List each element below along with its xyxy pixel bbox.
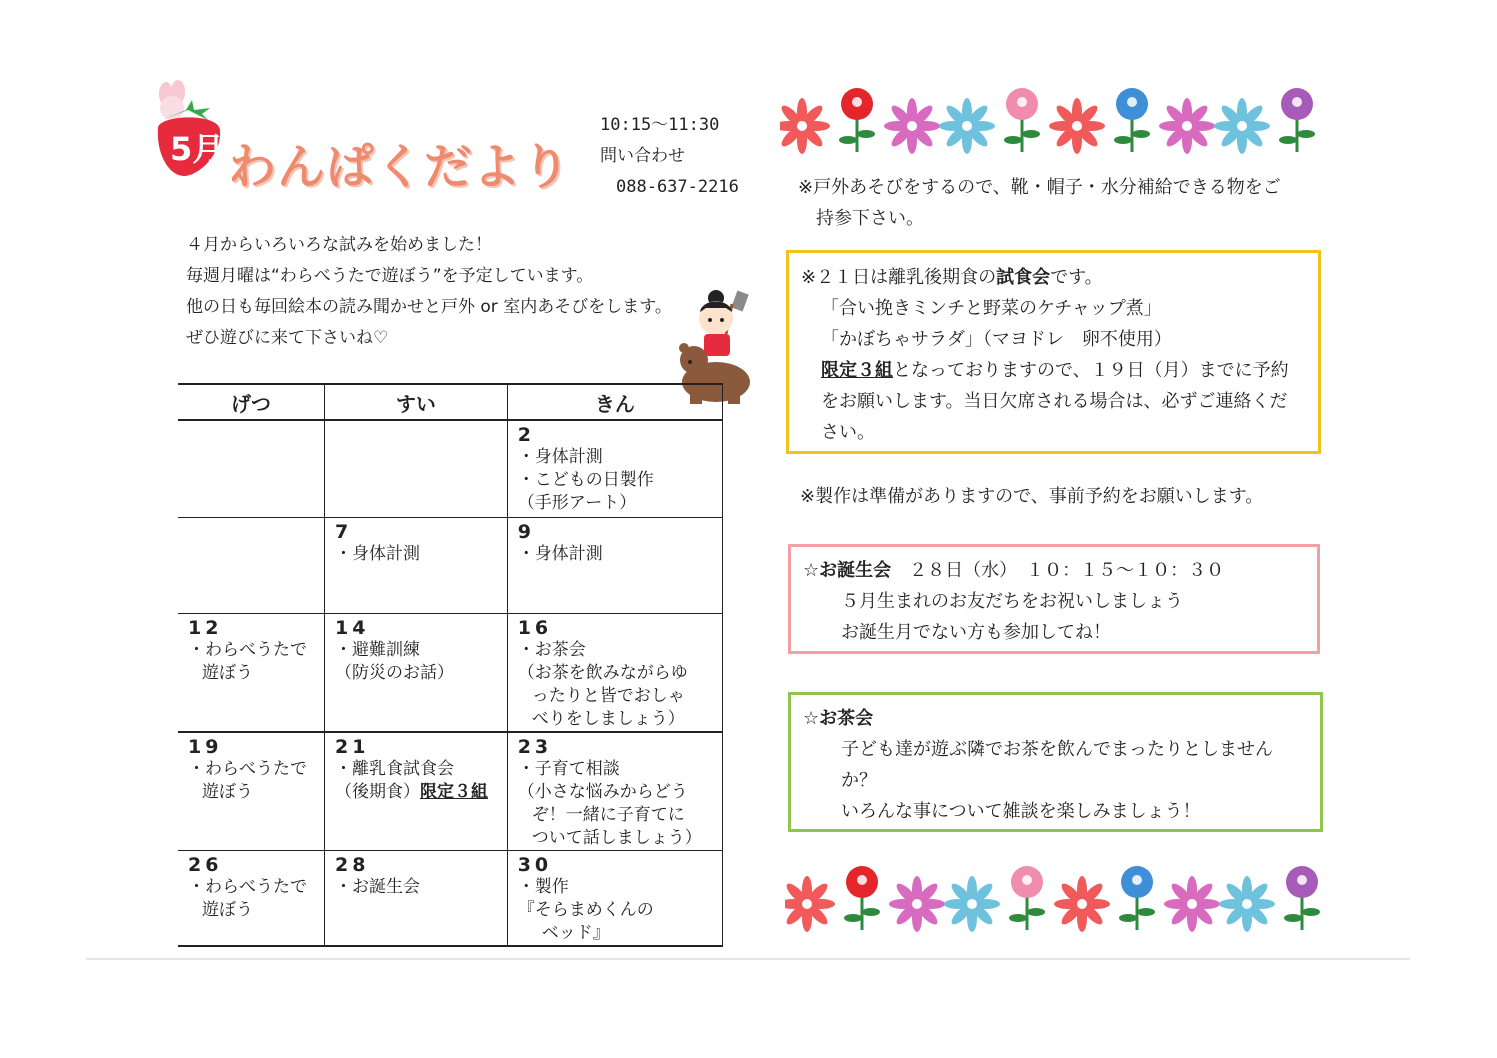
notice-line <box>803 560 1224 581</box>
notice-line: いろんな事について雑談を楽しみましょう！ <box>841 801 1201 822</box>
event-text: ・製作 <box>517 876 569 897</box>
event-text: ついて話しましょう） <box>531 827 702 848</box>
tulip-icon <box>1279 88 1315 152</box>
session-time: 10:15～11:30 <box>600 115 720 135</box>
event-text: ・わらべうたで <box>188 876 307 897</box>
day-number: 19 <box>188 735 223 758</box>
notice-line <box>801 355 1308 386</box>
event-text: べりをしましょう） <box>531 708 685 729</box>
notice-line: をお願いします。当日欠席される場合は、必ずご連絡くだ <box>821 391 1288 412</box>
calendar-cell <box>178 732 324 851</box>
event-text: ・お茶会 <box>517 639 586 660</box>
calendar-cell <box>507 613 722 732</box>
tulip-icon <box>844 866 880 930</box>
calendar-row <box>178 517 723 613</box>
header-monday: げつ <box>178 384 324 420</box>
event-text: 『そらまめくんの <box>517 899 654 920</box>
day-number: 28 <box>334 853 370 876</box>
phone-number: 088-637-2216 <box>616 177 739 197</box>
tulip-icon <box>1119 866 1155 930</box>
flower-icon <box>1049 98 1105 154</box>
event-text: ・身体計測 <box>517 447 603 467</box>
calendar-cell <box>178 420 324 517</box>
flower-border-top <box>780 82 1320 154</box>
header-friday: きん <box>507 384 722 420</box>
event-text: （防災のお話） <box>334 662 454 683</box>
flower-icon <box>1214 98 1270 154</box>
intro-line: 他の日も毎回絵本の読み聞かせと戸外 or 室内あそびをします。 <box>186 297 672 317</box>
notice-line: ５月生まれのお友だちをお祝いしましょう <box>841 591 1183 612</box>
intro-line: ４月からいろいろな試みを始めました！ <box>186 235 492 255</box>
tulip-icon <box>1284 866 1320 930</box>
event-text <box>335 781 497 804</box>
event-text: （お茶を飲みながらゆ <box>517 662 688 683</box>
notice-line: か？ <box>841 770 877 791</box>
page-divider <box>86 958 1410 960</box>
calendar-table <box>178 383 723 947</box>
flower-border-bottom <box>785 860 1325 932</box>
header-wednesday: すい <box>324 384 507 420</box>
tea-notice <box>788 692 1323 832</box>
calendar-cell <box>507 517 722 613</box>
day-number: 9 <box>517 520 535 543</box>
calendar-cell <box>507 732 722 851</box>
day-number: 30 <box>517 853 553 876</box>
calendar-cell <box>324 613 507 732</box>
birthday-time: ２８日（水） １０：１５～１０：３０ <box>909 560 1225 581</box>
notice-text: です。 <box>1050 267 1103 288</box>
tulip-icon <box>1009 866 1045 930</box>
calendar-cell <box>507 850 722 946</box>
birthday-notice <box>788 544 1320 654</box>
event-text: ったりと皆でおしゃ <box>531 685 685 706</box>
month-label: 5月 <box>170 130 225 168</box>
day-number: 21 <box>334 735 370 758</box>
event-text: ・子育て相談 <box>517 758 620 779</box>
tulip-icon <box>839 88 875 152</box>
event-text: 遊ぼう <box>202 781 253 802</box>
calendar-cell <box>178 517 324 613</box>
event-text: 遊ぼう <box>202 662 253 683</box>
day-number: 16 <box>517 616 553 639</box>
limit-label: 限定３組 <box>419 781 488 802</box>
calendar-cell <box>324 850 507 946</box>
intro-line: 毎週月曜は“わらべうたで遊ぼう”を予定しています。 <box>186 266 594 286</box>
calendar-cell <box>324 420 507 517</box>
event-text: ・身体計測 <box>517 543 603 564</box>
day-number: 12 <box>188 616 223 639</box>
contact-info <box>600 110 739 203</box>
event-text-part: （後期食） <box>334 781 420 802</box>
note-line: 持参下さい。 <box>816 208 924 229</box>
calendar-row <box>178 613 723 732</box>
day-number: 7 <box>334 520 353 543</box>
event-text: ・こどもの日製作 <box>517 470 654 490</box>
event-text: ・わらべうたで <box>188 758 307 779</box>
flower-icon <box>884 98 940 154</box>
event-text: 遊ぼう <box>202 899 253 920</box>
calendar-cell <box>178 850 324 946</box>
event-text: ベッド』 <box>541 922 610 943</box>
notice-text: となっておりますので、１９日（月）までに予約 <box>893 360 1289 381</box>
flower-icon <box>944 876 1000 932</box>
flower-icon <box>780 98 830 154</box>
strawberry-logo <box>148 80 228 180</box>
calendar-cell <box>324 517 507 613</box>
birthday-title: ☆お誕生会 <box>803 560 892 581</box>
notice-line: 子ども達が遊ぶ隣でお茶を飲んでまったりとしません <box>841 739 1273 760</box>
calendar-row <box>178 420 723 517</box>
event-text: （手形アート） <box>517 493 637 513</box>
flower-icon <box>785 876 835 932</box>
notice-line: お誕生月でない方も参加してね！ <box>841 622 1111 643</box>
newsletter-title: わんぱくだより <box>228 139 572 195</box>
craft-note: ※製作は準備がありますので、事前予約をお願いします。 <box>800 486 1264 507</box>
calendar-cell <box>178 613 324 732</box>
tulip-icon <box>1114 88 1150 152</box>
intro-line: ぜひ遊びに来て下さいね♡ <box>186 328 389 348</box>
day-number: 23 <box>517 735 553 758</box>
notice-text: ※２１日は離乳後期食の <box>801 267 997 288</box>
flower-icon <box>889 876 945 932</box>
notice-line: さい。 <box>821 422 875 443</box>
day-number: 14 <box>334 616 370 639</box>
event-text: ・身体計測 <box>334 543 420 564</box>
calendar-cell <box>507 420 722 517</box>
notice-line <box>801 267 1103 288</box>
flower-icon <box>1219 876 1275 932</box>
contact-label: 問い合わせ <box>600 146 685 166</box>
note-line: ※戸外あそびをするので、靴・帽子・水分補給できる物をご <box>798 177 1281 198</box>
outdoor-note <box>798 172 1318 234</box>
flower-icon <box>1159 98 1215 154</box>
calendar-row <box>178 732 723 851</box>
event-text: ・お誕生会 <box>334 876 420 897</box>
tea-title: ☆お茶会 <box>803 708 874 729</box>
menu-item: 「合い挽きミンチと野菜のケチャップ煮」 <box>821 298 1162 319</box>
calendar-cell <box>324 732 507 851</box>
menu-item: 「かぼちゃサラダ」（マヨドレ 卵不使用） <box>821 329 1172 350</box>
calendar-row <box>178 850 723 946</box>
day-number: 26 <box>188 853 223 876</box>
event-text: （小さな悩みからどう <box>517 781 688 802</box>
flower-icon <box>1054 876 1110 932</box>
event-text: ・離乳食試食会 <box>334 758 454 779</box>
event-text: ・わらべうたで <box>188 639 307 660</box>
intro-text <box>186 230 672 354</box>
limit-label: 限定３組 <box>821 360 893 381</box>
flower-icon <box>939 98 995 154</box>
tasting-keyword: 試食会 <box>996 267 1051 288</box>
event-text: ・避難訓練 <box>334 639 420 660</box>
day-number: 2 <box>517 424 535 446</box>
tulip-icon <box>1004 88 1040 152</box>
flower-icon <box>1164 876 1220 932</box>
event-text: ぞ！一緒に子育てに <box>531 804 685 825</box>
tasting-notice <box>786 250 1321 454</box>
